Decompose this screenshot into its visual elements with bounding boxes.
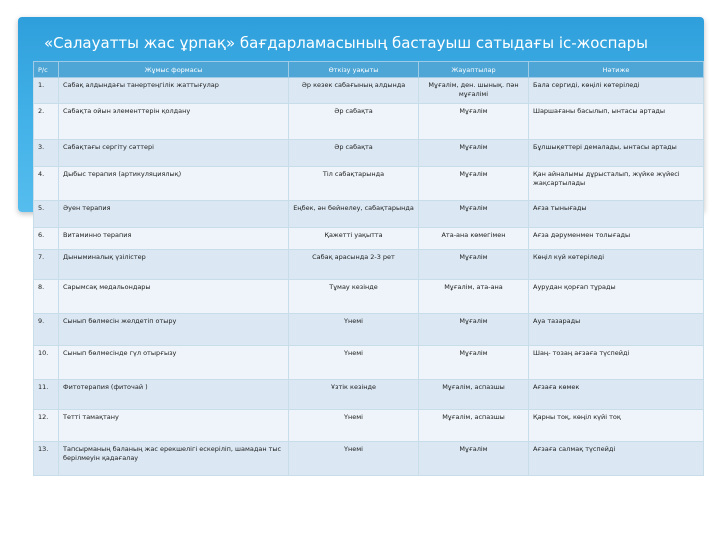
table-row <box>34 346 704 380</box>
table-row <box>34 280 704 314</box>
cell-responsible: Мұғалім, ден. шынық. пән мұғалімі <box>419 78 529 104</box>
cell-responsible: Мұғалім <box>419 201 529 228</box>
cell-result: Бала сергиді, көңілі көтеріледі <box>529 78 704 104</box>
cell-responsible: Мұғалім <box>419 104 529 140</box>
cell-work-form: Сабақ алдындағы танертеңгілік жаттығулар <box>59 78 289 104</box>
cell-time: Қажетті уақытта <box>289 228 419 250</box>
cell-work-form: Дыныминалық үзілістер <box>59 250 289 280</box>
cell-responsible: Мұғалім <box>419 442 529 476</box>
cell-work-form: Сарымсақ медальондары <box>59 280 289 314</box>
cell-number: 12. <box>34 410 59 442</box>
cell-result: Бұлшықеттері демалады, ынтасы артады <box>529 140 704 167</box>
cell-time: Үнемі <box>289 314 419 346</box>
cell-time: Әр кезек сабағының алдында <box>289 78 419 104</box>
table-row <box>34 140 704 167</box>
cell-result: Көңіл күй көтеріледі <box>529 250 704 280</box>
cell-result: Шаң- тозаң ағзаға түспейді <box>529 346 704 380</box>
cell-result: Ауа тазарады <box>529 314 704 346</box>
cell-time: Еңбек, ән бейнелеу, сабақтарында <box>289 201 419 228</box>
table-row <box>34 78 704 104</box>
table-row <box>34 104 704 140</box>
cell-work-form: Фитотерапия (фиточай ) <box>59 380 289 410</box>
cell-work-form: Әуен терапия <box>59 201 289 228</box>
page-title: «Салауатты жас ұрпақ» бағдарламасының бастауыш сатыдағы іс-жоспары <box>44 34 648 52</box>
cell-result: Ағзаға көмек <box>529 380 704 410</box>
cell-responsible: Мұғалім <box>419 250 529 280</box>
cell-time: Үнемі <box>289 410 419 442</box>
plan-table <box>33 61 704 476</box>
cell-work-form: Витаминно терапия <box>59 228 289 250</box>
cell-time: Үнемі <box>289 346 419 380</box>
cell-work-form: Сынып бөлмесінде гүл отырғызу <box>59 346 289 380</box>
header-responsible: Жауаптылар <box>419 62 529 78</box>
cell-time: Сабақ арасында 2-3 рет <box>289 250 419 280</box>
cell-number: 13. <box>34 442 59 476</box>
cell-time: Ұзтік кезінде <box>289 380 419 410</box>
table-row <box>34 442 704 476</box>
cell-result: Ағза тынығады <box>529 201 704 228</box>
cell-result: Ағзаға салмақ түспейді <box>529 442 704 476</box>
cell-result: Қарны тоқ, көңіл күйі тоқ <box>529 410 704 442</box>
cell-time: Үнемі <box>289 442 419 476</box>
cell-responsible: Мұғалім <box>419 314 529 346</box>
cell-work-form: Тетті тамақтану <box>59 410 289 442</box>
cell-number: 1. <box>34 78 59 104</box>
table-row <box>34 250 704 280</box>
cell-work-form: Сабақтағы сергіту сәттері <box>59 140 289 167</box>
table-row <box>34 167 704 201</box>
table-header-row <box>34 62 704 78</box>
header-result: Нәтиже <box>529 62 704 78</box>
cell-time: Тіл сабақтарында <box>289 167 419 201</box>
cell-number: 3. <box>34 140 59 167</box>
cell-result: Ағза дәруменмен толығады <box>529 228 704 250</box>
table-row <box>34 228 704 250</box>
table-row <box>34 380 704 410</box>
header-work-form: Жұмыс формасы <box>59 62 289 78</box>
cell-responsible: Мұғалім, аспазшы <box>419 410 529 442</box>
cell-responsible: Мұғалім <box>419 167 529 201</box>
cell-number: 11. <box>34 380 59 410</box>
cell-responsible: Мұғалім, аспазшы <box>419 380 529 410</box>
cell-responsible: Мұғалім, ата-ана <box>419 280 529 314</box>
cell-responsible: Ата-ана көмегімен <box>419 228 529 250</box>
cell-work-form: Сынып бөлмесін желдетіп отыру <box>59 314 289 346</box>
cell-result: Қан айналымы дұрысталып, жүйке жүйесі жақсартылады <box>529 167 704 201</box>
table-row <box>34 201 704 228</box>
header-time: Өткізу уақыты <box>289 62 419 78</box>
cell-result: Шаршағаны басылып, ынтасы артады <box>529 104 704 140</box>
cell-number: 5. <box>34 201 59 228</box>
cell-responsible: Мұғалім <box>419 140 529 167</box>
cell-number: 8. <box>34 280 59 314</box>
cell-work-form: Дыбыс терапия (артикуляциялық) <box>59 167 289 201</box>
cell-result: Аурудан қорғап тұрады <box>529 280 704 314</box>
cell-number: 2. <box>34 104 59 140</box>
cell-number: 4. <box>34 167 59 201</box>
cell-work-form: Тапсырманың баланың жас ерекшелігі ескеріліп, шамадан тыс берілмеуін қадағалау <box>59 442 289 476</box>
table-row <box>34 314 704 346</box>
cell-responsible: Мұғалім <box>419 346 529 380</box>
cell-time: Тұмау кезінде <box>289 280 419 314</box>
table-row <box>34 410 704 442</box>
cell-number: 9. <box>34 314 59 346</box>
cell-time: Әр сабақта <box>289 104 419 140</box>
cell-work-form: Сабақта ойын элементтерін қолдану <box>59 104 289 140</box>
cell-time: Әр сабақта <box>289 140 419 167</box>
header-number: Р/с <box>34 62 59 78</box>
cell-number: 10. <box>34 346 59 380</box>
cell-number: 7. <box>34 250 59 280</box>
cell-number: 6. <box>34 228 59 250</box>
